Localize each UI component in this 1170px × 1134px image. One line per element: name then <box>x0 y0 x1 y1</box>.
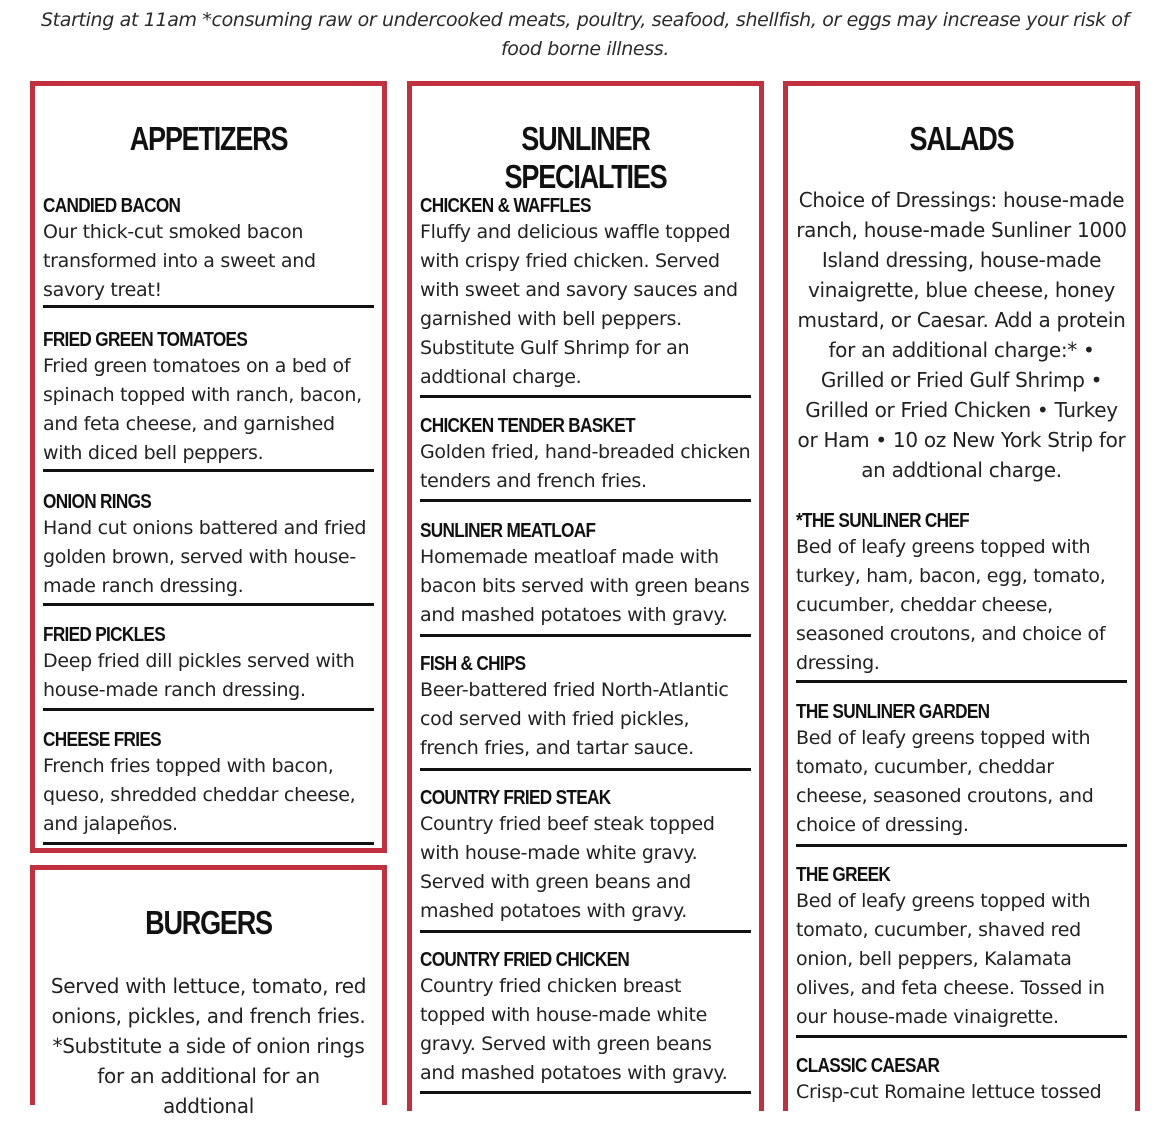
appetizers-title: APPETIZERS <box>129 120 288 157</box>
salads-title: SALADS <box>909 120 1014 157</box>
item-name: CHICKEN TENDER BASKET <box>420 415 635 437</box>
item-name: THE SUNLINER GARDEN <box>796 701 990 723</box>
menu-item <box>420 519 751 637</box>
item-name: SUNLINER MEATLOAF <box>420 520 596 542</box>
salads-intro: Choice of Dressings: house-made ranch, house-made Sunliner 1000 Island dressing, house-made vinaigrette, blue cheese, honey mustard, or Caesar. Add a protein for an additional charge:* • Grilled or Fried Gulf Shrimp • Grilled or Fried Chicken • Turkey or Ham • 10 oz New York Strip for an addtional charge. <box>796 188 1127 482</box>
item-description: Bed of leafy greens topped with tomato, cucumber, shaved red onion, bell peppers, Kalamata olives, and feta cheese. Tossed in our house-made vinaigrette. <box>796 890 1105 1028</box>
item-description: Hand cut onions battered and fried golden brown, served with house-made ranch dressing. <box>43 517 367 597</box>
specialties-title: SUNLINER SPECIALTIES <box>504 120 667 195</box>
item-description: Bed of leafy greens topped with turkey, ham, bacon, egg, tomato, cucumber, cheddar cheese, seasoned croutons, and choice of dressing. <box>796 536 1106 674</box>
menu-item <box>43 728 374 845</box>
item-name: ONION RINGS <box>43 491 152 513</box>
item-name: FRIED GREEN TOMATOES <box>43 329 248 351</box>
item-description: Crisp-cut Romaine lettuce tossed <box>796 1081 1102 1103</box>
item-description: French fries topped with bacon, queso, shredded cheddar cheese, and jalapeños. <box>43 755 356 835</box>
menu-item <box>796 1054 1127 1134</box>
allergy-notice: Starting at 11am *consuming raw or undercooked meats, poultry, seafood, shellfish, or eggs may increase your risk of food borne illness. <box>40 9 1130 60</box>
salads-panel <box>783 81 1140 1111</box>
item-description: Fluffy and delicious waffle topped with crispy fried chicken. Served with sweet and savory sauces and garnished with bell peppers. Substitute Gulf Shrimp for an addtional charge. <box>420 221 738 388</box>
item-description: Beer-battered fried North-Atlantic cod served with fried pickles, french fries, and tartar sauce. <box>420 679 729 759</box>
item-name: CANDIED BACON <box>43 195 181 217</box>
menu-item <box>420 194 751 398</box>
menu-item <box>43 328 374 472</box>
menu-item <box>43 490 374 606</box>
menu-item <box>796 509 1127 683</box>
item-description: Deep fried dill pickles served with house-made ranch dressing. <box>43 650 355 701</box>
item-name: FRIED PICKLES <box>43 624 165 646</box>
item-name: COUNTRY FRIED STEAK <box>420 787 611 809</box>
appetizers-panel <box>30 81 387 853</box>
item-description: Homemade meatloaf made with bacon bits served with green beans and mashed potatoes with gravy. <box>420 546 750 626</box>
item-name: FISH & CHIPS <box>420 653 526 675</box>
item-description: Golden fried, hand-breaded chicken tenders and french fries. <box>420 441 751 492</box>
item-name: CHICKEN & WAFFLES <box>420 195 591 217</box>
menu-item <box>420 786 751 933</box>
item-name: THE GREEK <box>796 864 891 886</box>
menu-item <box>420 948 751 1094</box>
item-name: CLASSIC CAESAR <box>796 1055 940 1077</box>
menu-item <box>796 863 1127 1038</box>
item-description: Fried green tomatoes on a bed of spinach topped with ranch, bacon, and feta cheese, and garnished with diced bell peppers. <box>43 355 362 464</box>
burgers-intro: Served with lettuce, tomato, red onions, pickles, and french fries. *Substitute a side of onion rings for an additional for an addtional <box>50 974 367 1118</box>
specialties-panel <box>407 81 764 1111</box>
item-description: Bed of leafy greens topped with tomato, cucumber, cheddar cheese, seasoned croutons, and choice of dressing. <box>796 727 1094 836</box>
menu-item <box>420 414 751 502</box>
item-name: CHEESE FRIES <box>43 729 161 751</box>
item-description: Country fried beef steak topped with house-made white gravy. Served with green beans and mashed potatoes with gravy. <box>420 813 715 922</box>
menu-item <box>420 652 751 771</box>
menu-item <box>43 623 374 711</box>
item-name: *THE SUNLINER CHEF <box>796 510 970 532</box>
item-name: COUNTRY FRIED CHICKEN <box>420 949 630 971</box>
menu-item <box>796 700 1127 847</box>
burgers-panel <box>30 865 387 1118</box>
burgers-title: BURGERS <box>145 904 272 941</box>
menu-item <box>43 194 374 308</box>
item-description: Our thick-cut smoked bacon transformed into a sweet and savory treat! <box>43 221 316 301</box>
item-description: Country fried chicken breast topped with house-made white gravy. Served with green beans and mashed potatoes with gravy. <box>420 975 728 1084</box>
